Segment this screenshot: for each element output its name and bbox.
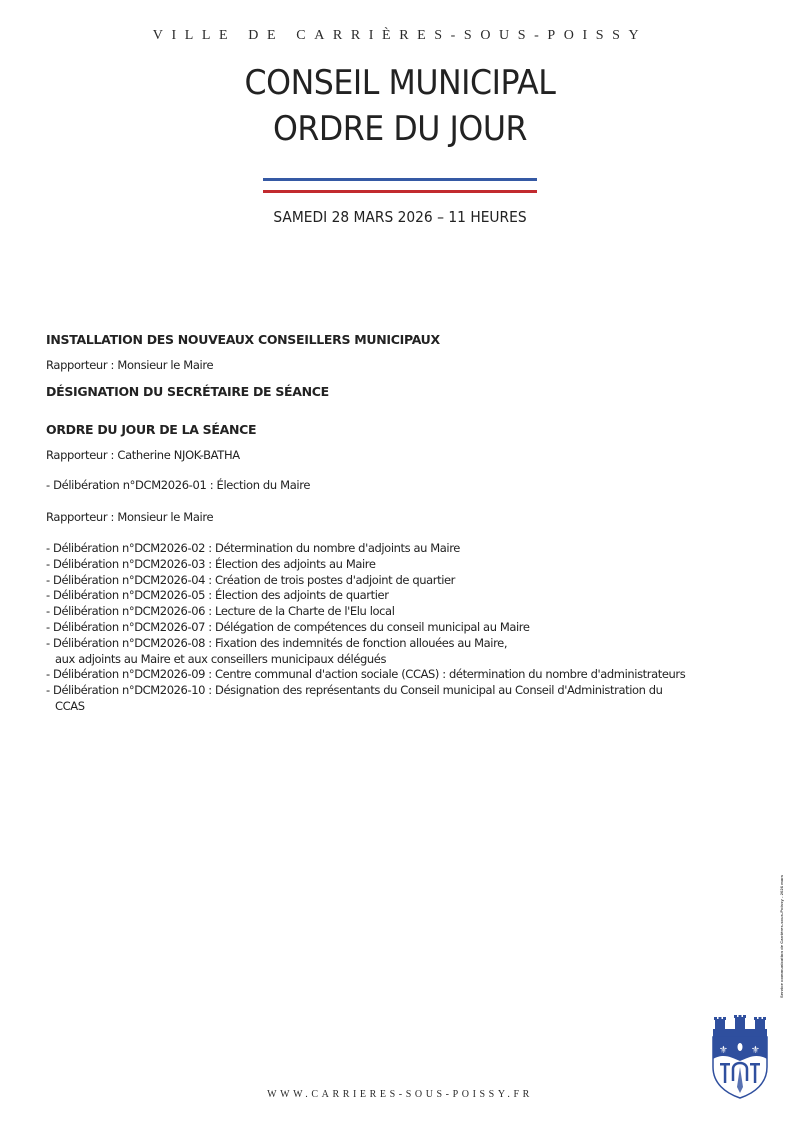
deliberation-item: - Délibération n°DCM2026-09 : Centre communal d'action sociale (CCAS) : détermination du nombre d'administrateurs bbox=[46, 667, 686, 682]
page-title bbox=[28, 60, 772, 152]
deliberation-item: - Délibération n°DCM2026-08 : Fixation des indemnités de fonction allouées au Maire, aux adjoints au Maire et aux conseillers municipaux délégués bbox=[46, 635, 508, 666]
section-heading-installation: INSTALLATION DES NOUVEAUX CONSEILLERS MUNICIPAUX bbox=[46, 332, 440, 347]
deliberation-item: - Délibération n°DCM2026-10 : Désignation des représentants du Conseil municipal au Conseil d'Administration du CCAS bbox=[46, 683, 663, 713]
deliberation-item: - Délibération n°DCM2026-07 : Délégation de compétences du conseil municipal au Maire bbox=[46, 619, 530, 634]
deliberation-item: - Délibération n°DCM2026-03 : Élection des adjoints au Maire bbox=[46, 556, 376, 571]
deliberation-item: - Délibération n°DCM2026-05 : Élection des adjoints de quartier bbox=[46, 588, 389, 603]
section-heading-designation: DÉSIGNATION DU SECRÉTAIRE DE SÉANCE bbox=[46, 384, 329, 399]
svg-text:⚜: ⚜ bbox=[719, 1045, 728, 1056]
deliberation-item: - Délibération n°DCM2026-06 : Lecture de la Charte de l'Elu local bbox=[46, 604, 395, 619]
svg-text:⚜: ⚜ bbox=[751, 1045, 760, 1056]
rapporteur-ordre-1: Rapporteur : Catherine NJOK-BATHA bbox=[46, 448, 240, 462]
deliberation-item: - Délibération n°DCM2026-04 : Création de trois postes d'adjoint de quartier bbox=[46, 572, 455, 587]
section-heading-ordre-du-jour: ORDRE DU JOUR DE LA SÉANCE bbox=[46, 422, 257, 437]
rapporteur-ordre-2: Rapporteur : Monsieur le Maire bbox=[46, 510, 214, 524]
website-url[interactable]: WWW.CARRIERES-SOUS-POISSY.FR bbox=[267, 1089, 533, 1100]
title-line-2: ORDRE DU JOUR bbox=[272, 109, 528, 149]
deliberation-item: - Délibération n°DCM2026-02 : Détermination du nombre d'adjoints au Maire bbox=[46, 541, 460, 555]
city-coat-of-arms-icon bbox=[711, 1015, 769, 1099]
flag-divider-blue bbox=[263, 178, 537, 181]
meeting-date: SAMEDI 28 MARS 2026 – 11 HEURES bbox=[273, 208, 527, 226]
rapporteur-installation: Rapporteur : Monsieur le Maire bbox=[46, 358, 214, 372]
city-name: VILLE DE CARRIÈRES-SOUS-POISSY bbox=[152, 28, 648, 43]
deliberation-item-01: - Délibération n°DCM2026-01 : Élection du Maire bbox=[46, 478, 311, 492]
agenda-content bbox=[46, 331, 686, 715]
side-credit-text: Service communication de Carrières-sous-Poissy - 2026 mars bbox=[779, 874, 784, 998]
deliberation-list bbox=[46, 541, 686, 715]
title-line-1: CONSEIL MUNICIPAL bbox=[244, 63, 556, 103]
flag-divider-red bbox=[263, 190, 537, 193]
